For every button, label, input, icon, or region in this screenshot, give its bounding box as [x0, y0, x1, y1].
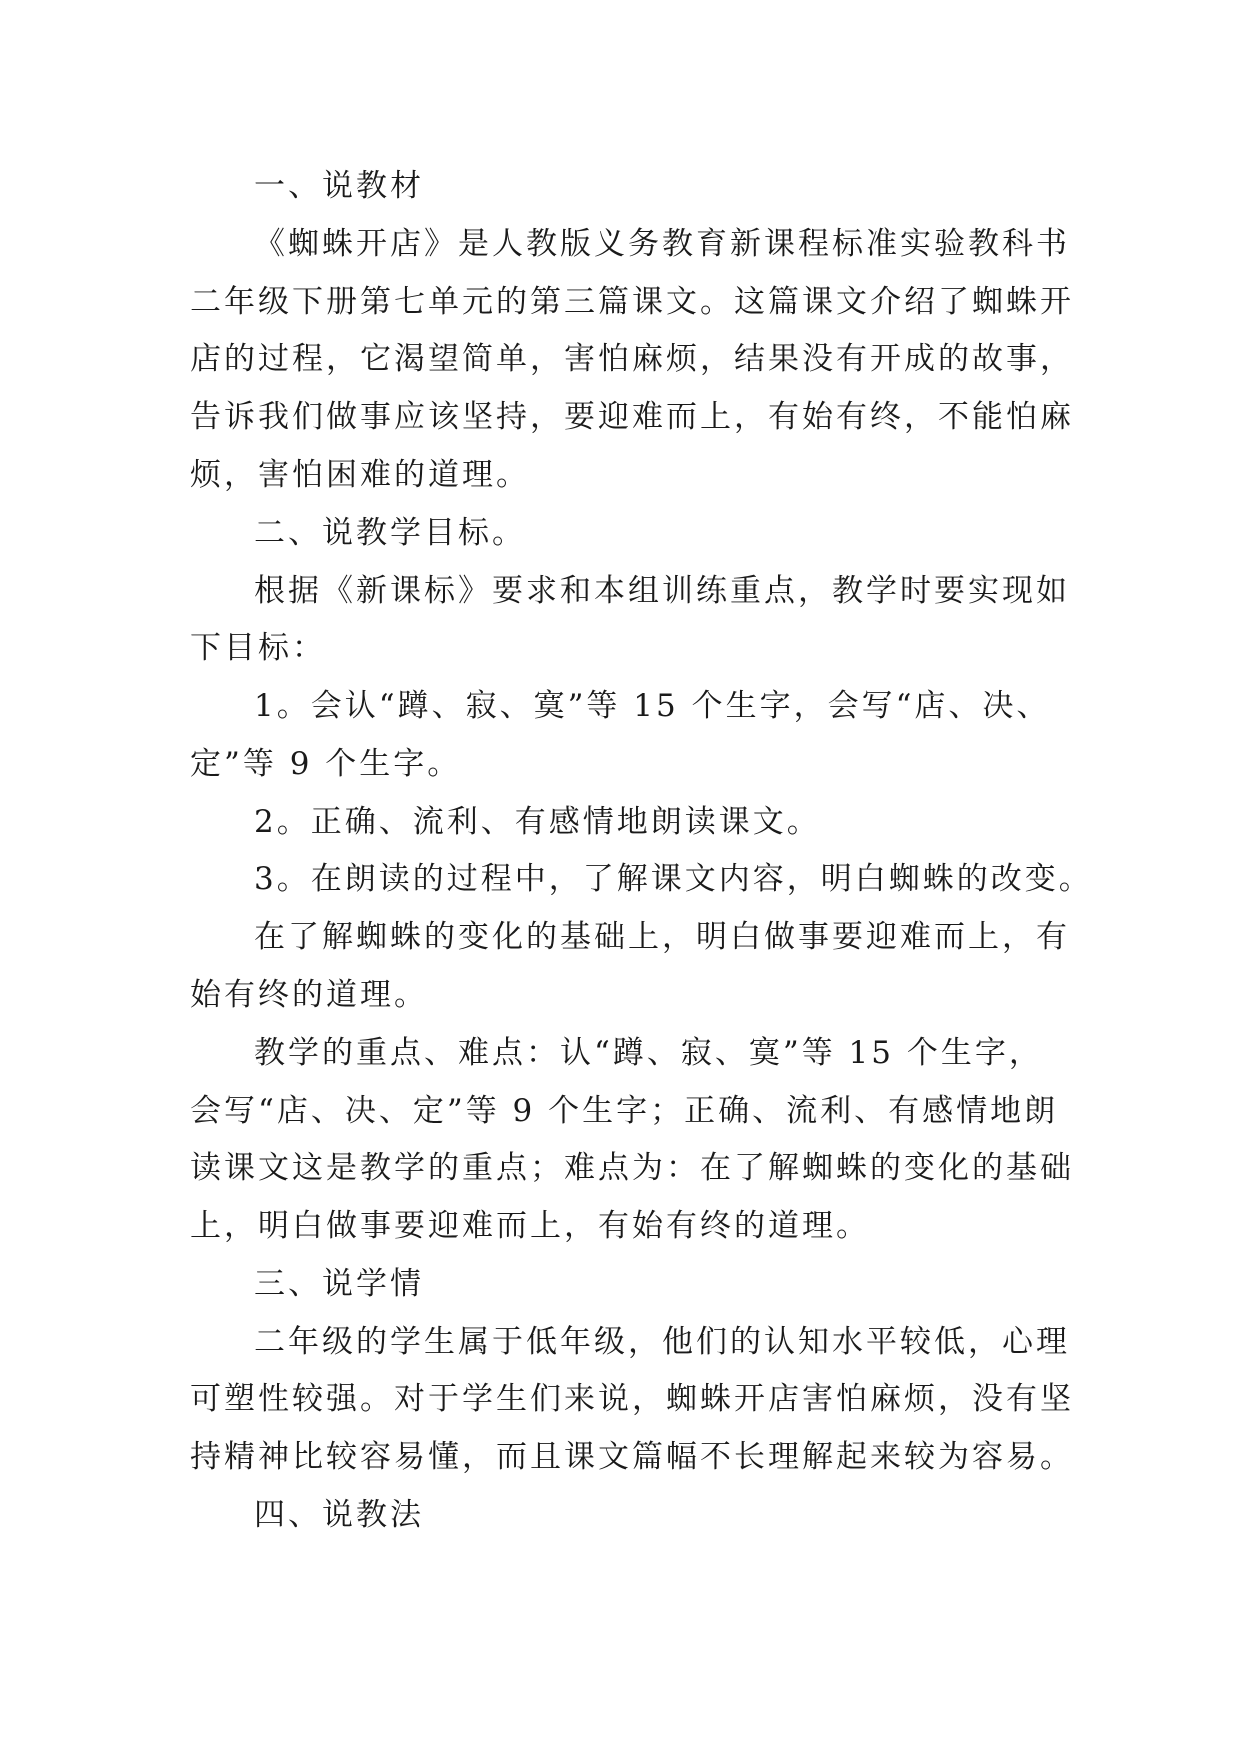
paragraph-line: 二年级的学生属于低年级，他们的认知水平较低，心理: [254, 1324, 1070, 1360]
paragraph-line: 教学的重点、难点：认“蹲、寂、寞”等 15 个生字，: [254, 1035, 1043, 1071]
paragraph-line: 烦，害怕困难的道理。: [190, 457, 530, 493]
paragraph-line: 在了解蜘蛛的变化的基础上，明白做事要迎难而上，有: [254, 919, 1070, 955]
paragraph-line: 始有终的道理。: [190, 977, 428, 1013]
goal-item-3: 3。在朗读的过程中，了解课文内容，明白蜘蛛的改变。: [254, 861, 1093, 897]
paragraph-line: 读课文这是教学的重点；难点为：在了解蜘蛛的变化的基础: [190, 1150, 1074, 1186]
heading-4-teaching-methods: 四、说教法: [254, 1497, 424, 1533]
paragraph-line: 根据《新课标》要求和本组训练重点，教学时要实现如: [254, 573, 1070, 609]
paragraph-line: 二年级下册第七单元的第三篇课文。这篇课文介绍了蜘蛛开: [190, 284, 1074, 320]
goal-item-1-continued: 定”等 9 个生字。: [190, 746, 462, 782]
paragraph-line: 可塑性较强。对于学生们来说，蜘蛛开店害怕麻烦，没有坚: [190, 1381, 1074, 1417]
paragraph-line: 持精神比较容易懂，而且课文篇幅不长理解起来较为容易。: [190, 1439, 1074, 1475]
goal-item-2: 2。正确、流利、有感情地朗读课文。: [254, 804, 821, 840]
heading-2-teaching-goals: 二、说教学目标。: [254, 515, 526, 551]
paragraph-line: 告诉我们做事应该坚持，要迎难而上，有始有终，不能怕麻: [190, 399, 1074, 435]
heading-3-student-analysis: 三、说学情: [254, 1266, 424, 1302]
paragraph-line: 上，明白做事要迎难而上，有始有终的道理。: [190, 1208, 870, 1244]
heading-1-teaching-material: 一、说教材: [254, 168, 424, 204]
goal-item-1: 1。会认“蹲、寂、寞”等 15 个生字，会写“店、决、: [254, 688, 1051, 724]
paragraph-line: 会写“店、决、定”等 9 个生字；正确、流利、有感情地朗: [190, 1093, 1059, 1129]
paragraph-line: 店的过程，它渴望简单，害怕麻烦，结果没有开成的故事，: [190, 341, 1074, 377]
paragraph-line: 下目标：: [190, 630, 326, 666]
paragraph-line: 《蜘蛛开店》是人教版义务教育新课程标准实验教科书: [254, 226, 1070, 262]
